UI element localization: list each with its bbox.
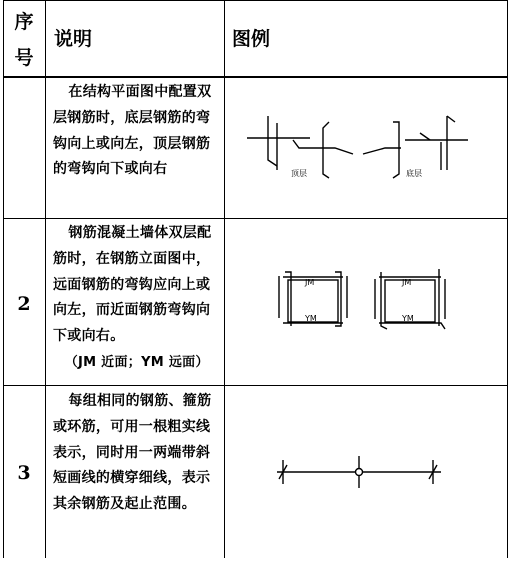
table-border-top: [3, 0, 508, 1]
label-jm-right: JM: [402, 278, 412, 287]
header-seq-line2: 号: [14, 47, 34, 69]
row-3-figure-bundled-bars: [225, 386, 508, 558]
label-bottom-layer: 底层: [406, 169, 422, 178]
table-divider-seq: [45, 0, 46, 558]
row-2-description-text: 钢筋混凝土墙体双层配筋时，在钢筋立面图中，远面钢筋的弯钩应向上或向左，而近面钢筋弯钩向下或向右。: [53, 225, 212, 345]
header-fig: 图例: [232, 28, 271, 50]
header-desc: 说明: [54, 28, 93, 50]
row-1-description: 在结构平面图中配置双层钢筋时，底层钢筋的弯钩向上或向左，顶层钢筋的弯钩向下或向右: [53, 84, 212, 178]
label-jm-left: JM: [305, 278, 315, 287]
row-3-description: 每组相同的钢筋、箍筋或环筋，可用一根粗实线表示，同时用一两端带斜短画线的横穿细线，表示其余钢筋及起止范围。: [53, 393, 212, 513]
row-2-note: （JM 近面；YM 远面）: [64, 354, 209, 370]
label-ym-left: YM: [305, 314, 317, 323]
row-1-figure-double-layer-hooks: [225, 78, 508, 218]
row-2-number: 2: [17, 293, 31, 315]
header-seq-line1: 序: [14, 11, 34, 33]
row-3-number: 3: [17, 462, 31, 484]
label-ym-right: YM: [402, 314, 414, 323]
row-2-figure-wall-double-layer: [225, 219, 508, 385]
label-top-layer: 顶层: [291, 169, 307, 178]
header-seq: [5, 4, 43, 76]
table-border-left: [3, 0, 4, 558]
row-2-description: [53, 221, 223, 376]
